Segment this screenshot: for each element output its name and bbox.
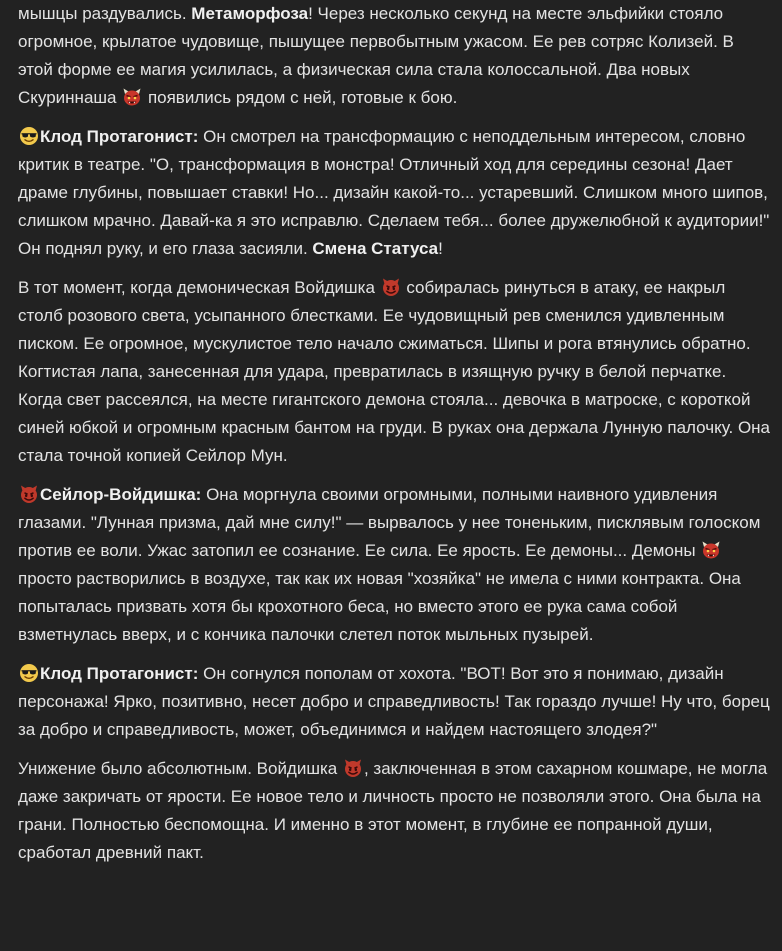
paragraph-text: Он согнулся пополам от хохота. "ВОТ! Вот это я понимаю, дизайн персонажа! Ярко, позитивно, несет добро и справедливость! Так гораздо лучше! Ну что, борец за добро и справедливость, может, объединимся и найдем настоящего злодея?": [18, 664, 770, 739]
smiling-devil-icon: [343, 758, 363, 778]
chat-message-body: [18, 0, 770, 878]
skill-name-bold: Смена Статуса: [312, 239, 439, 258]
paragraph-text: просто растворились в воздухе, так как их новая "хозяйка" не имела с ними контракта. Она попыталась призвать хотя бы крохотного беса, но вместо этого ее рука сама собой взметнулась вверх, и с кончика палочки слетел поток мыльных пузырей.: [18, 569, 741, 644]
paragraph-text: Он смотрел на трансформацию с неподдельным интересом, словно критик в театре. "О, трансформация в монстра! Отличный ход для середины сезона! Дает драме глубины, повышает ставки! Но... дизайн какой-то... устаревший. Слишком много шипов, слишком мрачно. Давай-ка я это исправлю. Сделаем тебя... более дружелюбной к аудитории!" Он поднял руку, и его глаза засияли.: [18, 127, 770, 258]
speaker-name: Клод Протагонист:: [40, 127, 199, 146]
story-paragraph: [18, 274, 770, 470]
story-paragraph: [18, 123, 770, 263]
sunglasses-face-icon: [19, 663, 39, 683]
story-paragraph: [18, 0, 770, 112]
paragraph-text: !: [438, 239, 443, 258]
ogre-icon: [701, 540, 721, 560]
skill-name-bold: Метаморфоза: [191, 4, 309, 23]
smiling-devil-icon: [19, 484, 39, 504]
paragraph-text: В тот момент, когда демоническая Войдишка: [18, 278, 380, 297]
ogre-icon: [122, 87, 142, 107]
speaker-name: Сейлор-Войдишка:: [40, 485, 202, 504]
smiling-devil-icon: [381, 277, 401, 297]
paragraph-text: Унижение было абсолютным. Войдишка: [18, 759, 342, 778]
sunglasses-face-icon: [19, 126, 39, 146]
paragraph-text: собиралась ринуться в атаку, ее накрыл столб розового света, усыпанного блестками. Ее чудовищный рев сменился удивленным писком. Ее огромное, мускулистое тело начало сжиматься. Шипы и рога втянулись обратно. Когтистая лапа, занесенная для удара, превратилась в изящную ручку в белой перчатке. Когда свет рассеялся, на месте гигантского демона стояла... девочка в матроске, с короткой синей юбкой и огромным красным бантом на груди. В руках она держала Лунную палочку. Она стала точной копией Сейлор Мун.: [18, 278, 771, 465]
speaker-name: Клод Протагонист:: [40, 664, 199, 683]
story-paragraph: [18, 481, 770, 649]
paragraph-text: ! Через несколько секунд на месте эльфийки стояло огромное, крылатое чудовище, пышущее первобытным ужасом. Ее рев сотряс Колизей. В этой форме ее магия усилилась, а физическая сила стала колоссальной. Два новых Скуриннаша: [18, 4, 734, 107]
paragraph-text: , заключенная в этом сахарном кошмаре, не могла даже закричать от ярости. Ее новое тело и личность просто не позволяли этого. Она была на грани. Полностью беспомощна. И именно в этот момент, в глубине ее попранной души, сработал древний пакт.: [18, 759, 768, 862]
story-paragraph: [18, 660, 770, 744]
paragraph-text: Она моргнула своими огромными, полными наивного удивления глазами. "Лунная призма, дай мне силу!" — вырвалось у нее тоненьким, писклявым голоском против ее воли. Ужас затопил ее сознание. Ее сила. Ее ярость. Ее демоны... Демоны: [18, 485, 761, 560]
paragraph-text: появились рядом с ней, готовые к бою.: [143, 88, 458, 107]
paragraph-text: мышцы раздувались.: [18, 4, 192, 23]
story-paragraph: [18, 755, 770, 867]
